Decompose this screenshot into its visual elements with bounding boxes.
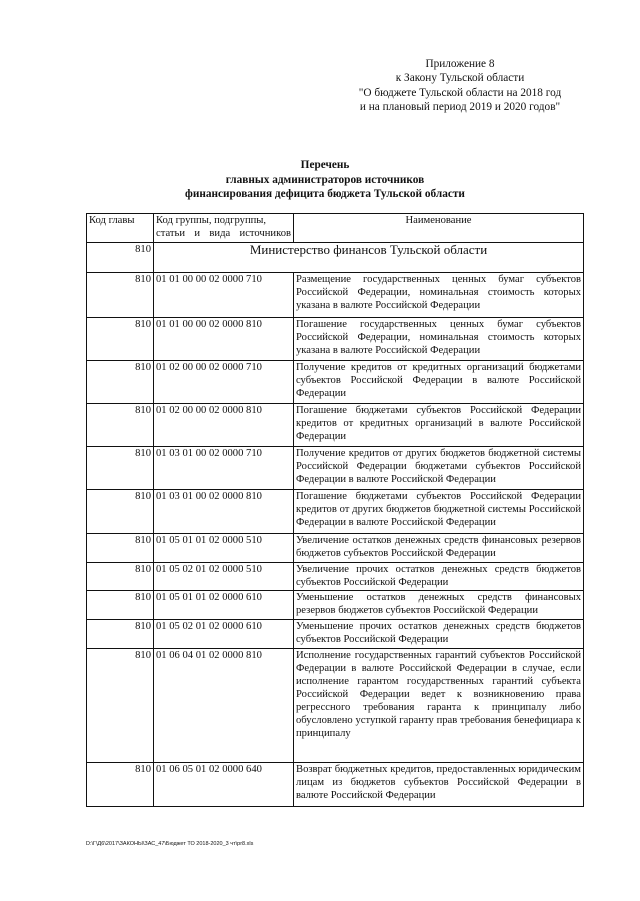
row-name: Возврат бюджетных кредитов, предоставленных юридическим лицам из бюджетов субъектов Российской Федерации в валюте Российской Федерации bbox=[294, 763, 584, 807]
row-code: 810 bbox=[87, 763, 154, 807]
row-source-code: 01 06 04 01 02 0000 810 bbox=[154, 649, 294, 763]
row-source-code: 01 05 02 01 02 0000 610 bbox=[154, 620, 294, 649]
row-name: Погашение бюджетами субъектов Российской Федерации кредитов от кредитных организаций в валюте Российской Федерации bbox=[294, 403, 584, 446]
row-source-code: 01 02 00 00 02 0000 710 bbox=[154, 360, 294, 403]
row-name: Исполнение государственных гарантий субъектов Российской Федерации в валюте Российской Федерации в случае, если исполнение гарантом государственных гарантий субъекта Российской Федерации ведет к возникновению права регрессного требования гаранта к принципалу либо обусловлено уступкой гаранту прав требования бенефициара к принципалу bbox=[294, 649, 584, 763]
row-code: 810 bbox=[87, 489, 154, 533]
row-name: Увеличение остатков денежных средств финансовых резервов бюджетов субъектов Российской Федерации bbox=[294, 533, 584, 562]
title-line-2: главных администраторов источников bbox=[225, 173, 425, 186]
table-row bbox=[87, 403, 584, 446]
row-name: Получение кредитов от других бюджетов бюджетной системы Российской Федерации бюджетами субъектов Российской Федерации в валюте Российской Федерации bbox=[294, 446, 584, 489]
table-row bbox=[87, 489, 584, 533]
header-name: Наименование bbox=[294, 214, 584, 243]
row-code: 810 bbox=[87, 446, 154, 489]
table-row bbox=[87, 446, 584, 489]
appendix-line-3: "О бюджете Тульской области на 2018 год bbox=[358, 86, 562, 99]
row-code: 810 bbox=[87, 360, 154, 403]
row-code: 810 bbox=[87, 403, 154, 446]
row-source-code: 01 05 01 01 02 0000 510 bbox=[154, 533, 294, 562]
row-code: 810 bbox=[87, 317, 154, 360]
header-source: Код группы, подгруппы, статьи и вида источников bbox=[154, 214, 294, 243]
title-line-1: Перечень bbox=[300, 159, 350, 171]
row-source-code: 01 06 05 01 02 0000 640 bbox=[154, 763, 294, 807]
appendix-line-1: Приложение 8 bbox=[425, 58, 495, 70]
table-row bbox=[87, 620, 584, 649]
row-name: Уменьшение прочих остатков денежных средств бюджетов субъектов Российской Федерации bbox=[294, 620, 584, 649]
row-code: 810 bbox=[87, 591, 154, 620]
table-row bbox=[87, 533, 584, 562]
table-row bbox=[87, 562, 584, 591]
table-row bbox=[87, 763, 584, 807]
row-code: 810 bbox=[87, 533, 154, 562]
row-source-code: 01 03 01 00 02 0000 810 bbox=[154, 489, 294, 533]
title-line-3: финансирования дефицита бюджета Тульской области bbox=[185, 188, 465, 200]
table-row bbox=[87, 360, 584, 403]
table-header-row bbox=[87, 214, 584, 243]
ministry-row bbox=[87, 242, 584, 272]
row-code: 810 bbox=[87, 272, 154, 317]
appendix-header bbox=[340, 57, 580, 114]
table-row bbox=[87, 591, 584, 620]
row-name: Уменьшение остатков денежных средств финансовых резервов бюджетов субъектов Российской Федерации bbox=[294, 591, 584, 620]
table-row bbox=[87, 649, 584, 763]
row-code: 810 bbox=[87, 562, 154, 591]
row-source-code: 01 02 00 00 02 0000 810 bbox=[154, 403, 294, 446]
table-row bbox=[87, 272, 584, 317]
row-code: 810 bbox=[87, 649, 154, 763]
row-source-code: 01 03 01 00 02 0000 710 bbox=[154, 446, 294, 489]
row-source-code: 01 01 00 00 02 0000 710 bbox=[154, 272, 294, 317]
document-title bbox=[90, 158, 560, 202]
row-name: Получение кредитов от кредитных организаций бюджетами субъектов Российской Федерации в валюте Российской Федерации bbox=[294, 360, 584, 403]
administrators-table bbox=[86, 213, 584, 807]
row-name: Увеличение прочих остатков денежных средств бюджетов субъектов Российской Федерации bbox=[294, 562, 584, 591]
appendix-line-4: и на плановый период 2019 и 2020 годов" bbox=[359, 100, 561, 113]
row-name: Размещение государственных ценных бумаг субъектов Российской Федерации, номинальная стоимость которых указана в валюте Российской Федерации bbox=[294, 272, 584, 317]
ministry-name: Министерство финансов Тульской области bbox=[154, 242, 584, 272]
row-name: Погашение бюджетами субъектов Российской Федерации кредитов от других бюджетов бюджетной системы Российской Федерации в валюте Российской Федерации bbox=[294, 489, 584, 533]
ministry-code: 810 bbox=[87, 242, 154, 272]
table-row bbox=[87, 317, 584, 360]
file-path-footer: D:\Г\Д6\2017\ЗАКОНЫ\ЗАС_47\Бюджет ТО 2018-2020_3 чт\pr8.xls bbox=[86, 841, 254, 847]
row-source-code: 01 05 02 01 02 0000 510 bbox=[154, 562, 294, 591]
row-source-code: 01 01 00 00 02 0000 810 bbox=[154, 317, 294, 360]
header-code: Код главы bbox=[87, 214, 154, 243]
row-name: Погашение государственных ценных бумаг субъектов Российской Федерации, номинальная стоимость которых указана в валюте Российской Федерации bbox=[294, 317, 584, 360]
appendix-line-2: к Закону Тульской области bbox=[395, 72, 525, 85]
row-source-code: 01 05 01 01 02 0000 610 bbox=[154, 591, 294, 620]
row-code: 810 bbox=[87, 620, 154, 649]
